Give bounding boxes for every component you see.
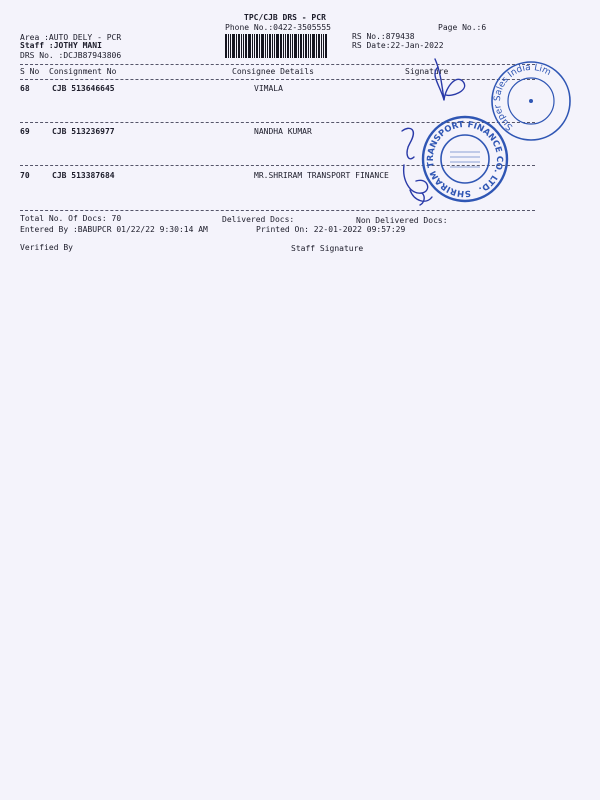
col-consignee: Consignee Details <box>232 67 314 76</box>
phone-number: Phone No.:0422-3505555 <box>225 23 331 32</box>
barcode-bar <box>303 34 304 58</box>
barcode-bar <box>248 34 251 58</box>
barcode-bar <box>312 34 315 58</box>
barcode-bar <box>228 34 229 58</box>
area-label: Area :AUTO DELY - PCR <box>20 33 122 42</box>
handwritten-signatures <box>380 45 500 215</box>
barcode-bar <box>285 34 286 58</box>
barcode-bar <box>316 34 317 58</box>
row-consignee: VIMALA <box>254 84 283 93</box>
barcode-bar <box>292 34 293 58</box>
barcode-bar <box>294 34 297 58</box>
staff-label: Staff :JOTHY MANI <box>20 41 102 50</box>
barcode-bar <box>241 34 242 58</box>
barcode <box>225 34 345 58</box>
barcode-bar <box>321 34 322 58</box>
row-sno: 69 <box>20 127 30 136</box>
col-sno: S No <box>20 67 40 76</box>
rs-number: RS No.:879438 <box>352 32 415 41</box>
barcode-bar <box>318 34 320 58</box>
staff-signature-label: Staff Signature <box>291 244 364 253</box>
barcode-bar <box>225 34 227 58</box>
barcode-bar <box>287 34 289 58</box>
barcode-bar <box>259 34 260 58</box>
barcode-bar <box>232 34 235 58</box>
barcode-bar <box>236 34 237 58</box>
delivered-docs: Delivered Docs: <box>222 215 295 224</box>
barcode-bar <box>261 34 264 58</box>
row-consignment: CJB 513387684 <box>52 171 115 180</box>
barcode-bar <box>280 34 282 58</box>
col-signature: Signature <box>405 67 449 76</box>
verified-by: Verified By <box>20 243 73 252</box>
barcode-bar <box>274 34 275 58</box>
barcode-bar <box>243 34 244 58</box>
barcode-bar <box>265 34 266 58</box>
barcode-bar <box>283 34 284 58</box>
row-sno: 70 <box>20 171 30 180</box>
barcode-bar <box>300 34 302 58</box>
stamp-text: Super Sales India Limited <box>492 62 553 132</box>
barcode-bar <box>269 34 271 58</box>
barcode-bar <box>308 34 309 58</box>
barcode-bar <box>323 34 324 58</box>
row-consignment: CJB 513236977 <box>52 127 115 136</box>
barcode-bar <box>254 34 255 58</box>
barcode-bar <box>252 34 253 58</box>
page-number: Page No.:6 <box>438 23 487 32</box>
row-sno: 68 <box>20 84 30 93</box>
drs-number: DRS No. :DCJB87943806 <box>20 51 122 60</box>
total-docs: Total No. Of Docs: 70 <box>20 214 122 223</box>
non-delivered-docs: Non Delivered Docs: <box>356 216 448 225</box>
col-consignment: Consignment No <box>49 67 117 76</box>
printed-on: Printed On: 22-01-2022 09:57:29 <box>256 225 406 234</box>
barcode-bar <box>310 34 311 58</box>
barcode-bar <box>298 34 299 58</box>
entered-by: Entered By :BABUPCR 01/22/22 9:30:14 AM <box>20 225 208 234</box>
row-consignment: CJB 513646645 <box>52 84 115 93</box>
barcode-bar <box>305 34 307 58</box>
barcode-bar <box>256 34 258 58</box>
barcode-bar <box>230 34 231 58</box>
barcode-bar <box>276 34 279 58</box>
barcode-bar <box>290 34 291 58</box>
barcode-bar <box>238 34 240 58</box>
barcode-bar <box>267 34 268 58</box>
barcode-bar <box>325 34 327 58</box>
row-consignee: MR.SHRIRAM TRANSPORT FINANCE <box>254 171 389 180</box>
barcode-bar <box>272 34 273 58</box>
row-consignee: NANDHA KUMAR <box>254 127 312 136</box>
barcode-bar <box>245 34 247 58</box>
rs-date: RS Date:22-Jan-2022 <box>352 41 444 50</box>
stamp-text: SHRIRAM TRANSPORT FINANCE CO. LTD. <box>425 119 505 199</box>
report-title: TPC/CJB DRS - PCR <box>244 13 326 22</box>
